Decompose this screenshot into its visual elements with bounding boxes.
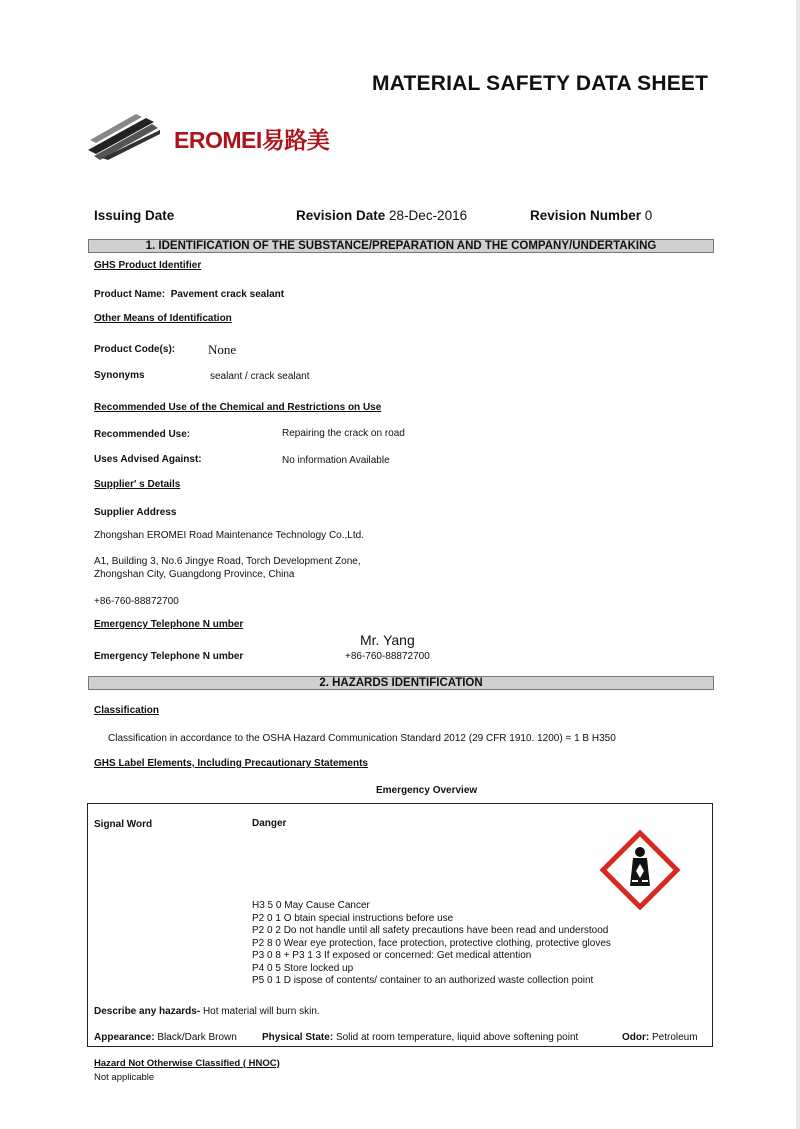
product-name-value: Pavement crack sealant: [170, 289, 285, 300]
page-edge: [796, 0, 800, 1129]
recommended-use-label: Recommended Use:: [94, 429, 191, 440]
supplier-details-heading: Supplier' s Details: [94, 479, 181, 490]
physical-state-value: Solid at room temperature, liquid above softening point: [335, 1032, 579, 1043]
issuing-date: [94, 208, 174, 223]
company-logo: [88, 112, 338, 164]
section-2-heading: 2. HAZARDS IDENTIFICATION: [88, 676, 714, 690]
synonyms-label: Synonyms: [94, 370, 145, 381]
emergency-phone-heading: Emergency Telephone N umber: [94, 619, 244, 630]
odor-value: Petroleum: [652, 1032, 698, 1043]
statement-p501: P5 0 1 D ispose of contents/ container to an authorized waste collection point: [252, 975, 594, 986]
emergency-phone-label: Emergency Telephone N umber: [94, 651, 244, 662]
signal-word-value: Danger: [252, 818, 287, 829]
logo-text: EROMEI易路美: [174, 127, 330, 153]
revision-number-value: 0: [644, 208, 653, 223]
road-stripes-logo-icon: [88, 112, 160, 160]
statement-h350: H3 5 0 May Cause Cancer: [252, 900, 370, 911]
uses-advised-against-value: No information Available: [282, 455, 390, 466]
product-name-label: Product Name:: [94, 289, 166, 300]
product-name: [94, 289, 284, 300]
hnoc-value: Not applicable: [94, 1072, 155, 1083]
revision-date: [296, 208, 467, 223]
revision-date-value: 28-Dec-2016: [389, 208, 468, 223]
label-elements-heading: GHS Label Elements, Including Precautionary Statements: [94, 758, 368, 769]
recommended-use-value: Repairing the crack on road: [282, 428, 405, 439]
product-codes-value: None: [208, 342, 237, 357]
describe-hazards-value: Hot material will burn skin.: [202, 1006, 320, 1017]
contact-name: Mr. Yang: [360, 632, 415, 648]
address-line-2: Zhongshan City, Guangdong Province, China: [94, 569, 295, 580]
physical-state-label: Physical State:: [262, 1032, 334, 1043]
appearance-value: Black/Dark Brown: [157, 1032, 237, 1043]
product-codes-label: Product Code(s):: [94, 344, 176, 355]
uses-advised-against-label: Uses Advised Against:: [94, 454, 202, 465]
section-1-heading: 1. IDENTIFICATION OF THE SUBSTANCE/PREPARATION AND THE COMPANY/UNDERTAKING: [88, 239, 714, 253]
statement-p280: P2 8 0 Wear eye protection, face protection, protective clothing, protective gloves: [252, 937, 611, 949]
statement-p202: P2 0 2 Do not handle until all safety precautions have been read and understood: [252, 925, 609, 936]
odor-label: Odor:: [622, 1032, 650, 1043]
statement-p308: P3 0 8 + P3 1 3 If exposed or concerned: Get medical attention: [252, 950, 532, 961]
odor: [622, 1032, 698, 1043]
statement-p405: P4 0 5 Store locked up: [252, 962, 354, 974]
revision-number: [530, 208, 652, 223]
ghs-product-identifier-heading: GHS Product Identifier: [94, 260, 202, 271]
issuing-date-label: Issuing Date: [94, 208, 175, 223]
describe-hazards: [94, 1006, 320, 1017]
other-means-heading: Other Means of Identification: [94, 313, 232, 324]
recommended-use-heading: Recommended Use of the Chemical and Restrictions on Use: [94, 402, 382, 413]
address-line-1: A1, Building 3, No.6 Jingye Road, Torch Development Zone,: [94, 556, 361, 567]
appearance: [94, 1032, 237, 1043]
hazard-statements: [252, 900, 611, 988]
classification-text: Classification in accordance to the OSHA Hazard Communication Standard 2012 (29 CFR 1910. 1200) = 1 B H350: [108, 733, 616, 744]
health-hazard-icon: [600, 830, 680, 910]
classification-heading: Classification: [94, 705, 160, 716]
statement-p201: P2 0 1 O btain special instructions before use: [252, 912, 454, 924]
revision-date-label: Revision Date: [296, 208, 386, 223]
appearance-label: Appearance:: [94, 1032, 155, 1043]
document-title: MATERIAL SAFETY DATA SHEET: [372, 72, 709, 95]
hnoc-heading: Hazard Not Otherwise Classified ( HNOC): [94, 1058, 280, 1069]
synonyms-value: sealant / crack sealant: [210, 371, 310, 382]
emergency-overview-heading: Emergency Overview: [376, 785, 478, 796]
signal-word-label: Signal Word: [94, 819, 153, 830]
physical-state: [262, 1032, 578, 1043]
supplier-phone: +86-760-88872700: [94, 596, 179, 607]
revision-number-label: Revision Number: [530, 208, 642, 223]
company-name: Zhongshan EROMEI Road Maintenance Technology Co.,Ltd.: [94, 530, 364, 541]
supplier-address-label: Supplier Address: [94, 507, 177, 518]
describe-hazards-label: Describe any hazards-: [94, 1006, 201, 1017]
emergency-phone-value: +86-760-88872700: [345, 651, 430, 662]
